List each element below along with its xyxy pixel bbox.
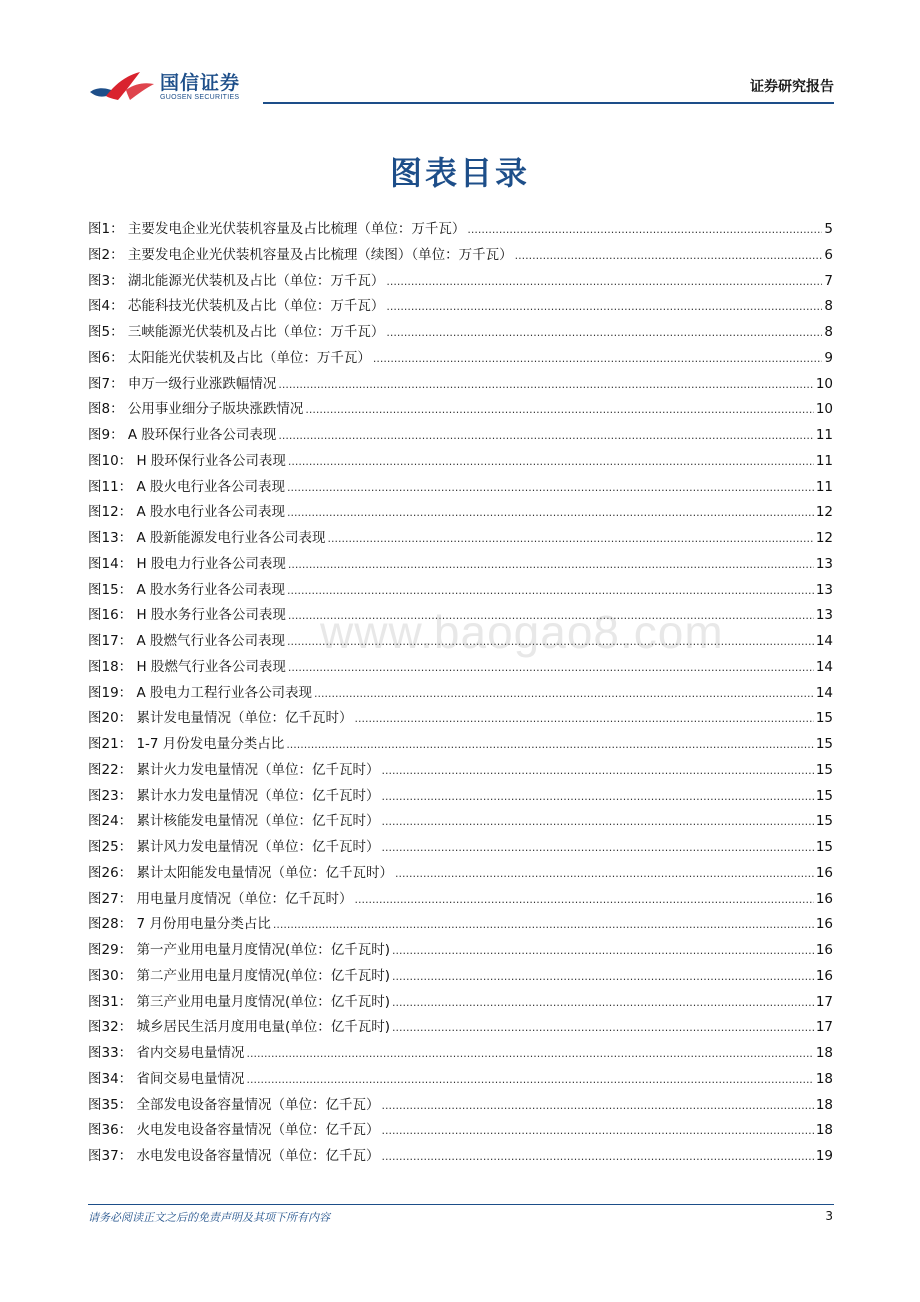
toc-entry[interactable] [88, 758, 833, 784]
toc-dot-leader [246, 1047, 813, 1060]
toc-dot-leader [246, 1073, 813, 1086]
toc-entry[interactable] [88, 784, 833, 810]
toc-dot-leader [287, 481, 814, 494]
toc-dot-leader [515, 249, 823, 262]
toc-dot-leader [314, 687, 814, 700]
toc-entry[interactable] [88, 938, 833, 964]
table-of-figures [88, 217, 833, 1170]
toc-entry[interactable] [88, 320, 833, 346]
toc-entry-label[interactable]: 图6： 太阳能光伏装机及占比（单位：万千瓦） [88, 349, 371, 366]
toc-entry[interactable] [88, 578, 833, 604]
toc-entry-page[interactable]: 18 [815, 1122, 833, 1139]
toc-entry-page[interactable]: 15 [815, 839, 833, 855]
report-type-label: 证券研究报告 [750, 79, 834, 95]
toc-entry-page[interactable]: 14 [815, 658, 833, 675]
watermark: www.baogao8.com [320, 606, 724, 658]
toc-dot-leader [381, 815, 813, 828]
toc-entry-page[interactable]: 15 [815, 813, 833, 830]
toc-entry-page[interactable]: 10 [815, 375, 833, 392]
toc-entry-label[interactable]: 图22： 累计火力发电量情况（单位：亿千瓦时） [88, 761, 380, 778]
toc-entry-label[interactable]: 图15： A 股水务行业各公司表现 [88, 581, 285, 598]
toc-entry-page[interactable]: 14 [815, 633, 833, 649]
toc-entry[interactable] [88, 294, 833, 320]
toc-entry-label[interactable]: 图8： 公用事业细分子版块涨跌情况 [88, 401, 304, 418]
toc-entry[interactable] [88, 1041, 833, 1067]
toc-entry-page[interactable]: 8 [824, 324, 833, 340]
toc-entry-label[interactable]: 图3： 湖北能源光伏装机及占比（单位：万千瓦） [88, 272, 385, 289]
toc-entry[interactable] [88, 1144, 833, 1170]
toc-entry-page[interactable]: 17 [815, 993, 833, 1010]
toc-dot-leader [287, 584, 814, 597]
toc-entry[interactable] [88, 1118, 833, 1144]
toc-dot-leader [278, 378, 813, 391]
toc-entry-page[interactable]: 16 [815, 864, 833, 881]
toc-entry[interactable] [88, 912, 833, 938]
footer-divider [88, 1204, 834, 1205]
toc-dot-leader [392, 944, 814, 957]
toc-dot-leader [386, 326, 822, 339]
toc-entry-page[interactable]: 17 [815, 1019, 833, 1036]
toc-entry-page[interactable]: 18 [815, 1045, 833, 1061]
toc-entry-label[interactable]: 图37： 水电发电设备容量情况（单位：亿千瓦） [88, 1148, 380, 1164]
toc-dot-leader [381, 1150, 813, 1163]
logo-chinese-name: 国信证券 [160, 72, 241, 94]
logo-english-name: GUOSEN SECURITIES [160, 94, 240, 101]
toc-entry[interactable] [88, 732, 833, 758]
toc-entry-page[interactable]: 15 [815, 736, 833, 752]
toc-entry-label[interactable]: 图16： H 股水务行业各公司表现 [88, 607, 286, 624]
toc-entry[interactable] [88, 243, 833, 269]
toc-dot-leader [386, 275, 822, 288]
toc-dot-leader [467, 223, 822, 236]
toc-dot-leader [354, 893, 813, 906]
toc-entry-page[interactable]: 15 [815, 787, 833, 804]
toc-entry[interactable] [88, 397, 833, 423]
toc-entry-label[interactable]: 图10： H 股环保行业各公司表现 [88, 452, 286, 469]
toc-entry[interactable] [88, 1093, 833, 1119]
toc-entry-page[interactable]: 11 [815, 478, 833, 495]
page-number: 3 [825, 1209, 833, 1223]
toc-dot-leader [287, 506, 814, 519]
toc-entry-page[interactable]: 18 [815, 1096, 833, 1113]
toc-entry-label[interactable]: 图14： H 股电力行业各公司表现 [88, 555, 286, 572]
toc-entry[interactable] [88, 809, 833, 835]
toc-entry-label[interactable]: 图32： 城乡居民生活月度用电量(单位：亿千瓦时) [88, 1019, 391, 1036]
toc-entry-page[interactable]: 14 [815, 684, 833, 701]
toc-dot-leader [305, 403, 813, 416]
toc-dot-leader [392, 996, 814, 1009]
toc-dot-leader [395, 867, 814, 880]
toc-entry-label[interactable]: 图12： A 股水电行业各公司表现 [88, 504, 285, 521]
toc-entry-label[interactable]: 图27： 用电量月度情况（单位：亿千瓦时） [88, 890, 353, 907]
toc-dot-leader [392, 970, 814, 983]
toc-entry-page[interactable]: 16 [815, 916, 833, 933]
toc-entry-page[interactable]: 12 [815, 504, 833, 521]
guosen-logo [88, 66, 258, 106]
toc-entry[interactable] [88, 990, 833, 1016]
toc-dot-leader [328, 532, 814, 545]
toc-entry-label[interactable]: 图35： 全部发电设备容量情况（单位：亿千瓦） [88, 1096, 380, 1113]
toc-entry[interactable] [88, 861, 833, 887]
toc-entry-page[interactable]: 19 [815, 1148, 833, 1164]
toc-entry-label[interactable]: 图19： A 股电力工程行业各公司表现 [88, 684, 312, 701]
toc-entry[interactable] [88, 372, 833, 398]
toc-entry[interactable] [88, 269, 833, 295]
toc-dot-leader [288, 558, 814, 571]
toc-entry-page[interactable]: 16 [815, 942, 833, 958]
page-title: 图表目录 [389, 154, 530, 192]
toc-dot-leader [381, 764, 813, 777]
toc-dot-leader [373, 352, 823, 365]
toc-entry-page[interactable]: 16 [815, 890, 833, 907]
toc-entry[interactable] [88, 706, 833, 732]
toc-entry-page[interactable]: 11 [815, 427, 833, 443]
toc-entry[interactable] [88, 1015, 833, 1041]
toc-entry-label[interactable]: 图9： A 股环保行业各公司表现 [88, 427, 277, 443]
toc-entry-label[interactable]: 图24： 累计核能发电量情况（单位：亿千瓦时） [88, 813, 380, 830]
toc-entry-label[interactable]: 图34： 省间交易电量情况 [88, 1070, 245, 1087]
toc-entry[interactable] [88, 500, 833, 526]
toc-entry[interactable] [88, 346, 833, 372]
toc-entry-page[interactable]: 6 [824, 246, 833, 263]
toc-entry-label[interactable]: 图33： 省内交易电量情况 [88, 1045, 245, 1061]
toc-entry[interactable] [88, 526, 833, 552]
toc-entry-label[interactable]: 图5： 三峡能源光伏装机及占比（单位：万千瓦） [88, 324, 385, 340]
toc-dot-leader [273, 918, 814, 931]
toc-entry-label[interactable]: 图2： 主要发电企业光伏装机容量及占比梳理（续图）（单位：万千瓦） [88, 246, 513, 263]
toc-entry[interactable] [88, 217, 833, 243]
toc-entry[interactable] [88, 449, 833, 475]
toc-entry-label[interactable]: 图20： 累计发电量情况（单位：亿千瓦时） [88, 710, 353, 727]
footer-disclaimer: 请务必阅读正文之后的免责声明及其项下所有内容 [88, 1211, 330, 1224]
toc-entry-page[interactable]: 5 [824, 221, 833, 237]
toc-entry-page[interactable]: 18 [815, 1070, 833, 1087]
toc-entry[interactable] [88, 1067, 833, 1093]
toc-dot-leader [386, 300, 822, 313]
guosen-logo-mark-icon [88, 66, 156, 106]
toc-entry-label[interactable]: 图18： H 股燃气行业各公司表现 [88, 658, 286, 675]
toc-entry[interactable] [88, 552, 833, 578]
toc-dot-leader [381, 841, 813, 854]
toc-entry-label[interactable]: 图26： 累计太阳能发电量情况（单位：亿千瓦时） [88, 864, 393, 881]
toc-entry-label[interactable]: 图23： 累计水力发电量情况（单位：亿千瓦时） [88, 787, 380, 804]
toc-dot-leader [381, 1099, 813, 1112]
toc-entry-label[interactable]: 图28： 7 月份用电量分类占比 [88, 916, 271, 933]
toc-entry-page[interactable]: 13 [815, 607, 833, 624]
toc-dot-leader [381, 1124, 813, 1137]
toc-entry-label[interactable]: 图31： 第三产业用电量月度情况(单位：亿千瓦时) [88, 993, 391, 1010]
toc-entry[interactable] [88, 887, 833, 913]
toc-dot-leader [354, 712, 813, 725]
toc-entry-page[interactable]: 13 [815, 555, 833, 572]
toc-entry[interactable] [88, 964, 833, 990]
toc-entry-label[interactable]: 图30： 第二产业用电量月度情况(单位：亿千瓦时) [88, 967, 391, 984]
toc-entry[interactable] [88, 475, 833, 501]
toc-entry-page[interactable]: 13 [815, 581, 833, 598]
toc-entry-page[interactable]: 11 [815, 452, 833, 469]
toc-entry-page[interactable]: 7 [824, 272, 833, 289]
toc-entry-label[interactable]: 图25： 累计风力发电量情况（单位：亿千瓦时） [88, 839, 380, 855]
toc-entry-label[interactable]: 图36： 火电发电设备容量情况（单位：亿千瓦） [88, 1122, 380, 1139]
toc-dot-leader [381, 790, 813, 803]
toc-entry-page[interactable]: 16 [815, 967, 833, 984]
toc-dot-leader [278, 429, 813, 442]
toc-entry-label[interactable]: 图4： 芯能科技光伏装机及占比（单位：万千瓦） [88, 298, 385, 315]
toc-entry-page[interactable]: 15 [815, 761, 833, 778]
toc-dot-leader [286, 738, 814, 751]
toc-dot-leader [288, 455, 814, 468]
toc-entry-page[interactable]: 8 [824, 298, 833, 315]
toc-dot-leader [392, 1021, 814, 1034]
toc-entry-label[interactable]: 图13： A 股新能源发电行业各公司表现 [88, 530, 326, 546]
toc-entry[interactable] [88, 423, 833, 449]
toc-entry[interactable] [88, 835, 833, 861]
toc-entry-page[interactable]: 12 [815, 530, 833, 546]
toc-entry-page[interactable]: 9 [824, 349, 833, 366]
page-header [88, 62, 834, 106]
toc-entry-label[interactable]: 图21： 1-7 月份发电量分类占比 [88, 736, 285, 752]
toc-entry-label[interactable]: 图1： 主要发电企业光伏装机容量及占比梳理（单位：万千瓦） [88, 221, 466, 237]
toc-entry[interactable] [88, 681, 833, 707]
toc-dot-leader [288, 661, 814, 674]
toc-entry-label[interactable]: 图29： 第一产业用电量月度情况(单位：亿千瓦时) [88, 942, 391, 958]
toc-entry-label[interactable]: 图17： A 股燃气行业各公司表现 [88, 633, 285, 649]
toc-entry-page[interactable]: 10 [815, 401, 833, 418]
toc-entry-label[interactable]: 图11： A 股火电行业各公司表现 [88, 478, 285, 495]
toc-entry-page[interactable]: 15 [815, 710, 833, 727]
toc-entry-label[interactable]: 图7： 申万一级行业涨跌幅情况 [88, 375, 277, 392]
header-divider [263, 102, 834, 104]
